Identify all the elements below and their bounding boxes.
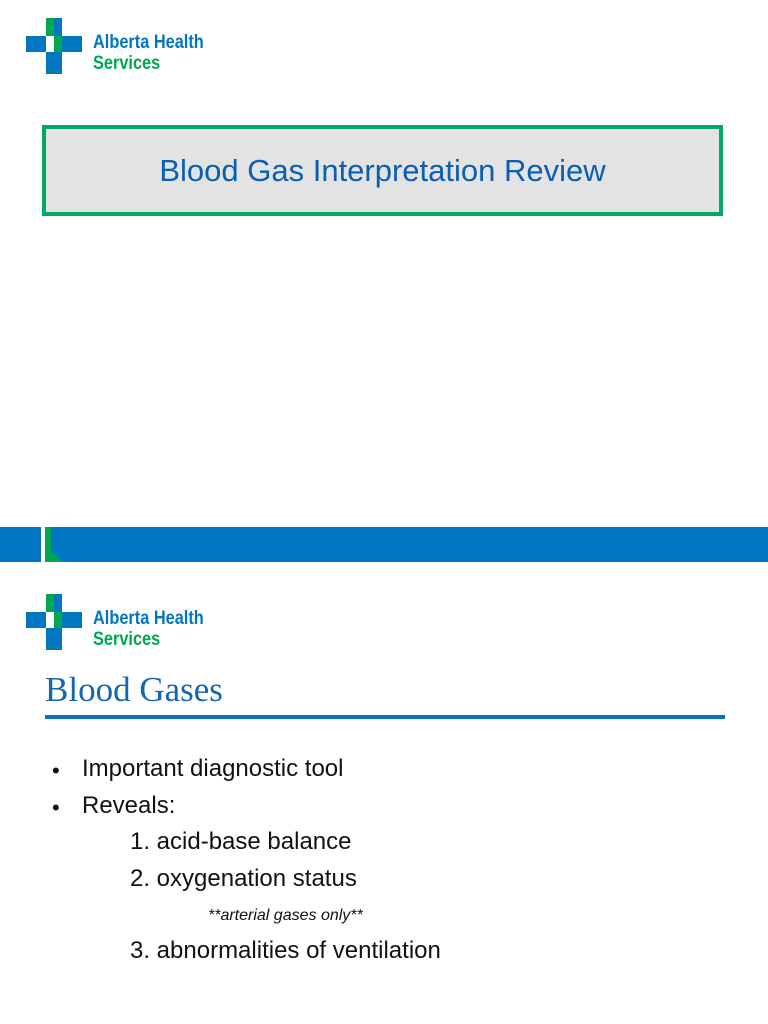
logo-line-1: Alberta Health: [93, 32, 204, 53]
title-box: [42, 125, 723, 216]
ahs-mark-icon: [41, 527, 65, 562]
slide-separator-band: [0, 527, 768, 562]
logo-line-2: Services: [93, 629, 161, 650]
bullet-item: Reveals:: [82, 792, 176, 819]
logo-line-1: Alberta Health: [93, 608, 204, 629]
numbered-item: 2. oxygenation status: [130, 865, 357, 892]
slide-heading: Blood Gases: [45, 670, 223, 709]
numbered-item: 3. abnormalities of ventilation: [130, 937, 441, 964]
ahs-logo: [26, 18, 204, 74]
heading-underline: [45, 715, 725, 719]
slide-title: Blood Gas Interpretation Review: [159, 152, 606, 188]
bullet-marker: •: [52, 795, 60, 820]
ahs-cross-icon: [26, 18, 86, 74]
logo-wordmark: [93, 32, 204, 74]
bullet-item: Important diagnostic tool: [82, 755, 344, 782]
ahs-logo: [26, 594, 204, 650]
bullet-marker: •: [52, 758, 60, 783]
logo-wordmark: [93, 608, 204, 650]
numbered-item: 1. acid-base balance: [130, 828, 352, 855]
ahs-cross-icon: [26, 594, 86, 650]
footnote: **arterial gases only**: [208, 907, 363, 924]
slide-2: [0, 562, 768, 1024]
logo-line-2: Services: [93, 53, 161, 74]
